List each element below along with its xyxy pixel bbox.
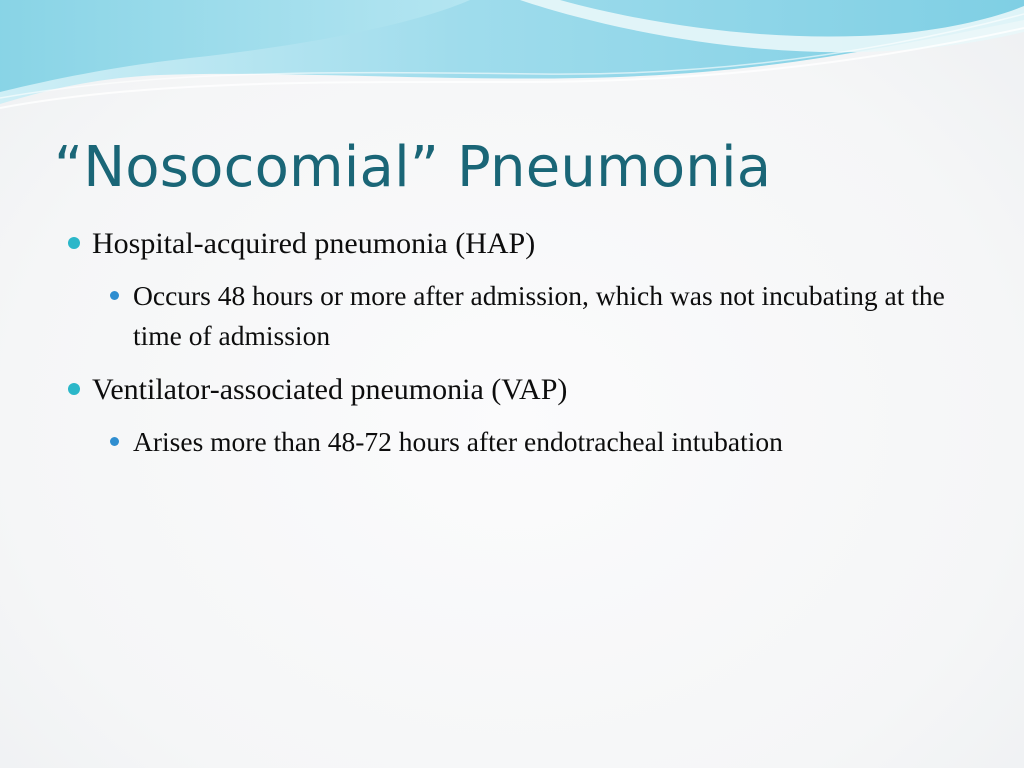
slide-title: “Nosocomial” Pneumonia [54, 135, 772, 200]
header-wave-decoration [0, 0, 1024, 120]
sub-bullet-item-hap [60, 276, 970, 356]
sub-bullet-item-vap [60, 422, 970, 462]
bullet-dot-icon [68, 383, 80, 395]
sub-bullet-dot-icon [110, 437, 119, 446]
bullet-text: Ventilator-associated pneumonia (VAP) [92, 373, 568, 406]
bullet-dot-icon [68, 237, 80, 249]
sub-bullet-text: Occurs 48 hours or more after admission, which was not incubating at the time of admission [133, 280, 945, 351]
bullet-item-vap [60, 368, 970, 412]
sub-bullet-text: Arises more than 48-72 hours after endotracheal intubation [133, 426, 783, 457]
bullet-item-hap [60, 222, 970, 266]
bullet-text: Hospital-acquired pneumonia (HAP) [92, 227, 536, 260]
bullet-list [60, 222, 970, 474]
sub-bullet-dot-icon [110, 291, 119, 300]
